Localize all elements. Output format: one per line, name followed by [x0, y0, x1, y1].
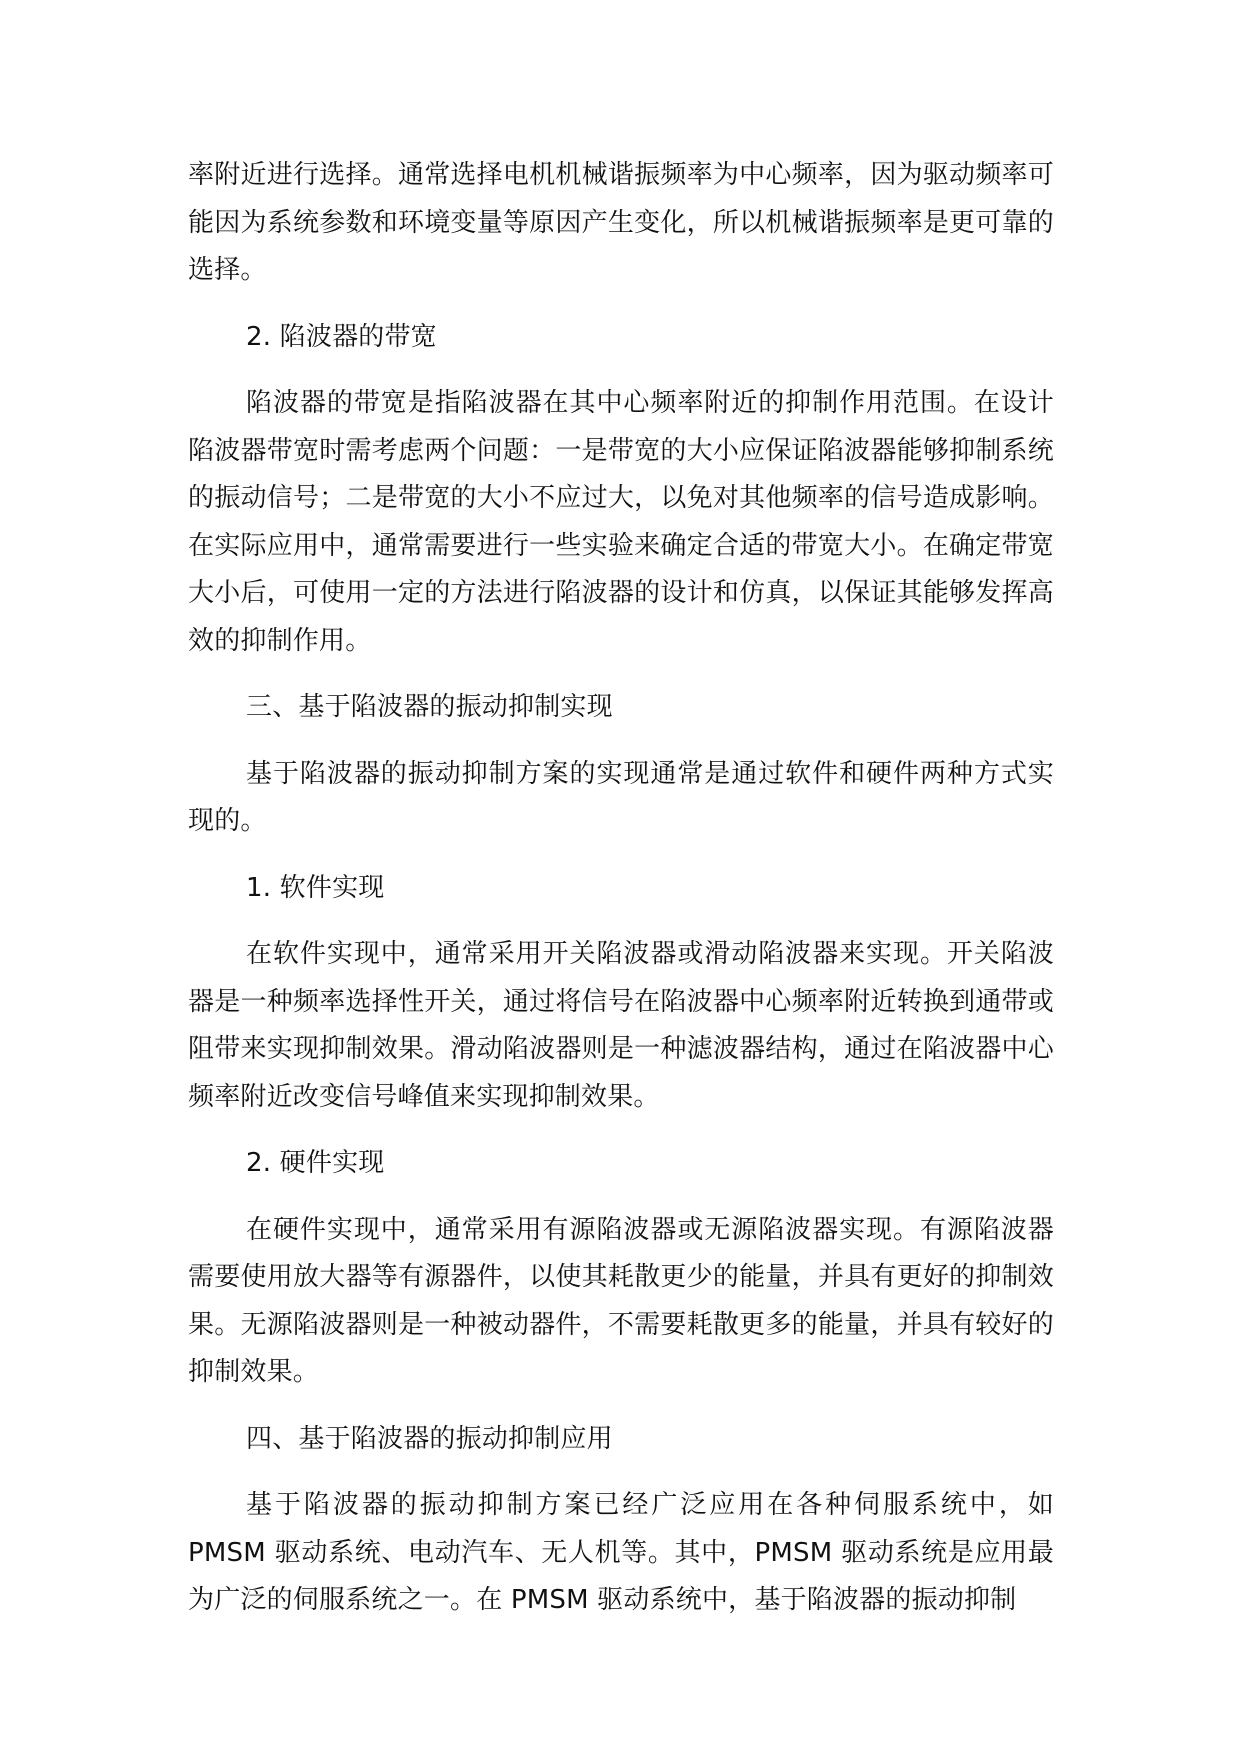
section-heading-software: 1. 软件实现 — [246, 872, 385, 903]
document-page — [188, 152, 1054, 1644]
paragraph-continuation: 率附近进行选择。通常选择电机机械谐振频率为中心频率，因为驱动频率可能因为系统参数和环境变量等原因产生变化，所以机械谐振频率是更可靠的选择。 — [188, 160, 1054, 285]
paragraph-application: 基于陷波器的振动抑制方案已经广泛应用在各种伺服系统中，如 PMSM 驱动系统、电动汽车、无人机等。其中，PMSM 驱动系统是应用最为广泛的伺服系统之一。在 PMSM 驱动系统中，基于陷波器的振动抑制 — [188, 1490, 1054, 1615]
section-heading-application: 四、基于陷波器的振动抑制应用 — [246, 1423, 613, 1454]
paragraph-hardware: 在硬件实现中，通常采用有源陷波器或无源陷波器实现。有源陷波器需要使用放大器等有源器件，以使其耗散更少的能量，并具有更好的抑制效果。无源陷波器则是一种被动器件，不需要耗散更多的能量，并具有较好的抑制效果。 — [188, 1214, 1054, 1387]
paragraph-software: 在软件实现中，通常采用开关陷波器或滑动陷波器来实现。开关陷波器是一种频率选择性开关，通过将信号在陷波器中心频率附近转换到通带或阻带来实现抑制效果。滑动陷波器则是一种滤波器结构，通过在陷波器中心频率附近改变信号峰值来实现抑制效果。 — [188, 939, 1054, 1112]
section-heading-bandwidth: 2. 陷波器的带宽 — [246, 321, 437, 352]
section-heading-hardware: 2. 硬件实现 — [246, 1148, 385, 1178]
paragraph-bandwidth: 陷波器的带宽是指陷波器在其中心频率附近的抑制作用范围。在设计陷波器带宽时需考虑两个问题：一是带宽的大小应保证陷波器能够抑制系统的振动信号；二是带宽的大小不应过大，以免对其他频率的信号造成影响。在实际应用中，通常需要进行一些实验来确定合适的带宽大小。在确定带宽大小后，可使用一定的方法进行陷波器的设计和仿真，以保证其能够发挥高效的抑制作用。 — [188, 388, 1054, 656]
section-heading-implementation: 三、基于陷波器的振动抑制实现 — [246, 692, 613, 722]
paragraph-implementation-intro: 基于陷波器的振动抑制方案的实现通常是通过软件和硬件两种方式实现的。 — [188, 758, 1054, 836]
